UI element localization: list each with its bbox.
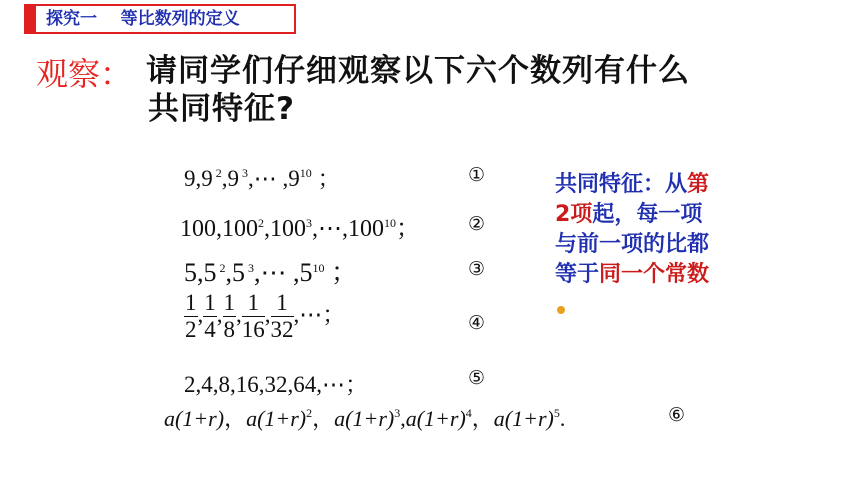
fraction-1-8: $\frac{1}{8}$ [223, 290, 235, 342]
sequence-6: a(1+r)，$a(1+r)^2$，$a(1+r)^3,a(1+r)^4$，$a(1+r)^5$. [164, 406, 566, 431]
sequence-5: 2,4,8,16,32,64,⋯； [184, 372, 368, 397]
observe-label: 观察： [36, 55, 133, 93]
fraction-1-16: $\frac{1}{16}$ [241, 290, 265, 342]
question-line-1: 请同学们仔细观察以下六个数列有什么 [146, 53, 690, 89]
sequence-number-1: ① [468, 164, 486, 186]
sequence-number-5: ⑤ [468, 367, 486, 389]
fraction-1-2: $\frac{1}{2}$ [185, 290, 197, 342]
sequence-2: 100,100$^2$,100$^3$,⋯,100$^{10}$； [180, 216, 420, 242]
common-feature-callout: 共同特征：从第2项起，每一项与前一项的比都等于同一个常数 [555, 170, 715, 320]
sequence-1: 9,9 $^2$,9 $^3$,⋯ $,9^{10}$ ； [184, 166, 341, 191]
bullet-dot-icon [557, 306, 565, 314]
sequence-number-6: ⑥ [668, 404, 686, 426]
question-text [146, 52, 746, 128]
sequence-number-4: ④ [468, 312, 486, 334]
sequence-4: $\frac{1}{2}$ , $\frac{1}{4}$ , $\frac{1}{8}$ , $\frac{1}{16}$ , $\frac{1}{32}$ ,⋯； [185, 290, 346, 342]
fraction-1-32: $\frac{1}{32}$ [270, 290, 294, 342]
section-tag: 探究一 等比数列的定义 [34, 4, 296, 34]
sequence-3: 5,5 $^2$,5 $^3$,⋯ $,5^{10}$ ； [184, 258, 358, 287]
sequence-number-2: ② [468, 213, 486, 235]
sequence-number-3: ③ [468, 258, 486, 280]
fraction-1-4: $\frac{1}{4}$ [204, 290, 216, 342]
question-line-2: 共同特征? [148, 91, 295, 127]
